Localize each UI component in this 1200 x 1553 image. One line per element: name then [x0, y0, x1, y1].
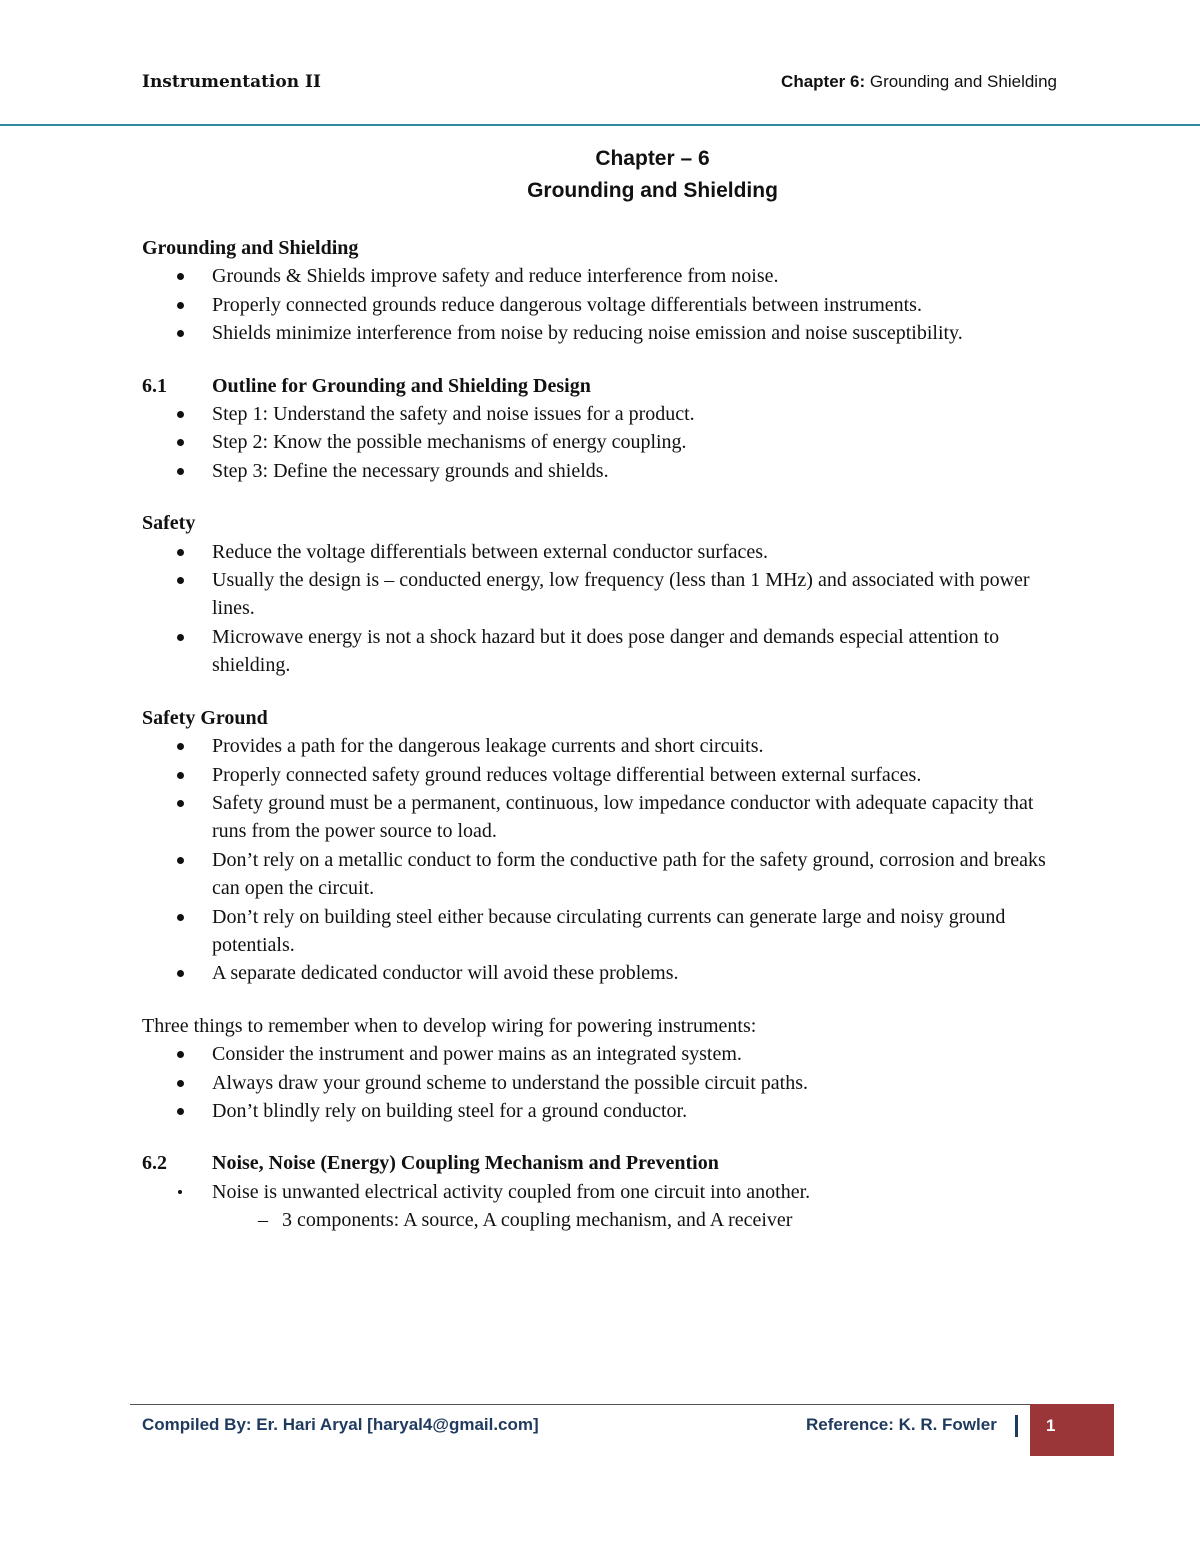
bullet-list-safety [142, 538, 1072, 680]
sub-list-item: – 3 components: A source, A coupling mechanism, and A receiver [142, 1206, 1072, 1234]
section-heading-outline [142, 372, 1072, 400]
footer-separator [1015, 1415, 1018, 1437]
section-heading-safety-ground: Safety Ground [142, 706, 268, 729]
section-number: 6.2 [142, 1152, 167, 1175]
section-number: 6.1 [142, 374, 167, 397]
chapter-title: Chapter – 6 [595, 147, 710, 170]
header-divider [0, 124, 1200, 126]
chapter-label: Chapter 6: [781, 72, 866, 91]
document-body [142, 234, 1072, 1235]
bullet-list-noise [142, 1178, 1072, 1206]
footer-reference: Reference: K. R. Fowler [806, 1415, 997, 1434]
running-header-chapter [781, 72, 1057, 92]
list-item: Reduce the voltage differentials between external conductor surfaces. [142, 538, 1072, 566]
section-title: Outline for Grounding and Shielding Design [212, 374, 591, 397]
list-item: Provides a path for the dangerous leakage currents and short circuits. [142, 732, 1072, 760]
list-item: Grounds & Shields improve safety and reduce interference from noise. [142, 262, 1072, 290]
section-heading-noise [142, 1149, 1072, 1177]
list-item: Step 1: Understand the safety and noise issues for a product. [142, 400, 1072, 428]
list-item: Don’t blindly rely on building steel for a ground conductor. [142, 1097, 1072, 1125]
list-item: Always draw your ground scheme to understand the possible circuit paths. [142, 1069, 1072, 1097]
bullet-list-safety-ground [142, 732, 1072, 988]
list-item: Properly connected grounds reduce dangerous voltage differentials between instruments. [142, 291, 1072, 319]
page-number: 1 [1030, 1404, 1114, 1456]
list-item: Properly connected safety ground reduces voltage differential between external surfaces. [142, 761, 1072, 789]
list-item: Noise is unwanted electrical activity coupled from one circuit into another. [142, 1178, 1072, 1206]
bullet-list-outline [142, 400, 1072, 485]
three-things-intro: Three things to remember when to develop wiring for powering instruments: [142, 1014, 757, 1037]
list-item: Safety ground must be a permanent, continuous, low impedance conductor with adequate capacity that runs from the power source to load. [142, 789, 1072, 846]
list-item: Step 2: Know the possible mechanisms of energy coupling. [142, 428, 1072, 456]
running-header-course: Instrumentation II [142, 72, 321, 92]
list-item: Microwave energy is not a shock hazard but it does pose danger and demands especial attention to shielding. [142, 623, 1072, 680]
list-item: Step 3: Define the necessary grounds and shields. [142, 457, 1072, 485]
list-item: Usually the design is – conducted energy, low frequency (less than 1 MHz) and associated with power lines. [142, 566, 1072, 623]
section-heading-safety: Safety [142, 512, 196, 535]
list-item: Shields minimize interference from noise by reducing noise emission and noise susceptibility. [142, 319, 1072, 347]
list-item: A separate dedicated conductor will avoid these problems. [142, 959, 1072, 987]
section-title: Noise, Noise (Energy) Coupling Mechanism and Prevention [212, 1152, 719, 1175]
footer-compiled-by: Compiled By: Er. Hari Aryal [haryal4@gmail.com] [142, 1415, 539, 1434]
footer-divider [130, 1404, 1030, 1405]
bullet-list-three-things [142, 1040, 1072, 1125]
chapter-name: Grounding and Shielding [865, 72, 1057, 91]
list-item: Consider the instrument and power mains as an integrated system. [142, 1040, 1072, 1068]
bullet-list-grounding [142, 262, 1072, 347]
list-item: Don’t rely on a metallic conduct to form the conductive path for the safety ground, corrosion and breaks can open the circuit. [142, 846, 1072, 903]
chapter-subtitle: Grounding and Shielding [527, 179, 778, 202]
list-item: Don’t rely on building steel either because circulating currents can generate large and noisy ground potentials. [142, 903, 1072, 960]
section-heading-grounding: Grounding and Shielding [142, 237, 359, 259]
